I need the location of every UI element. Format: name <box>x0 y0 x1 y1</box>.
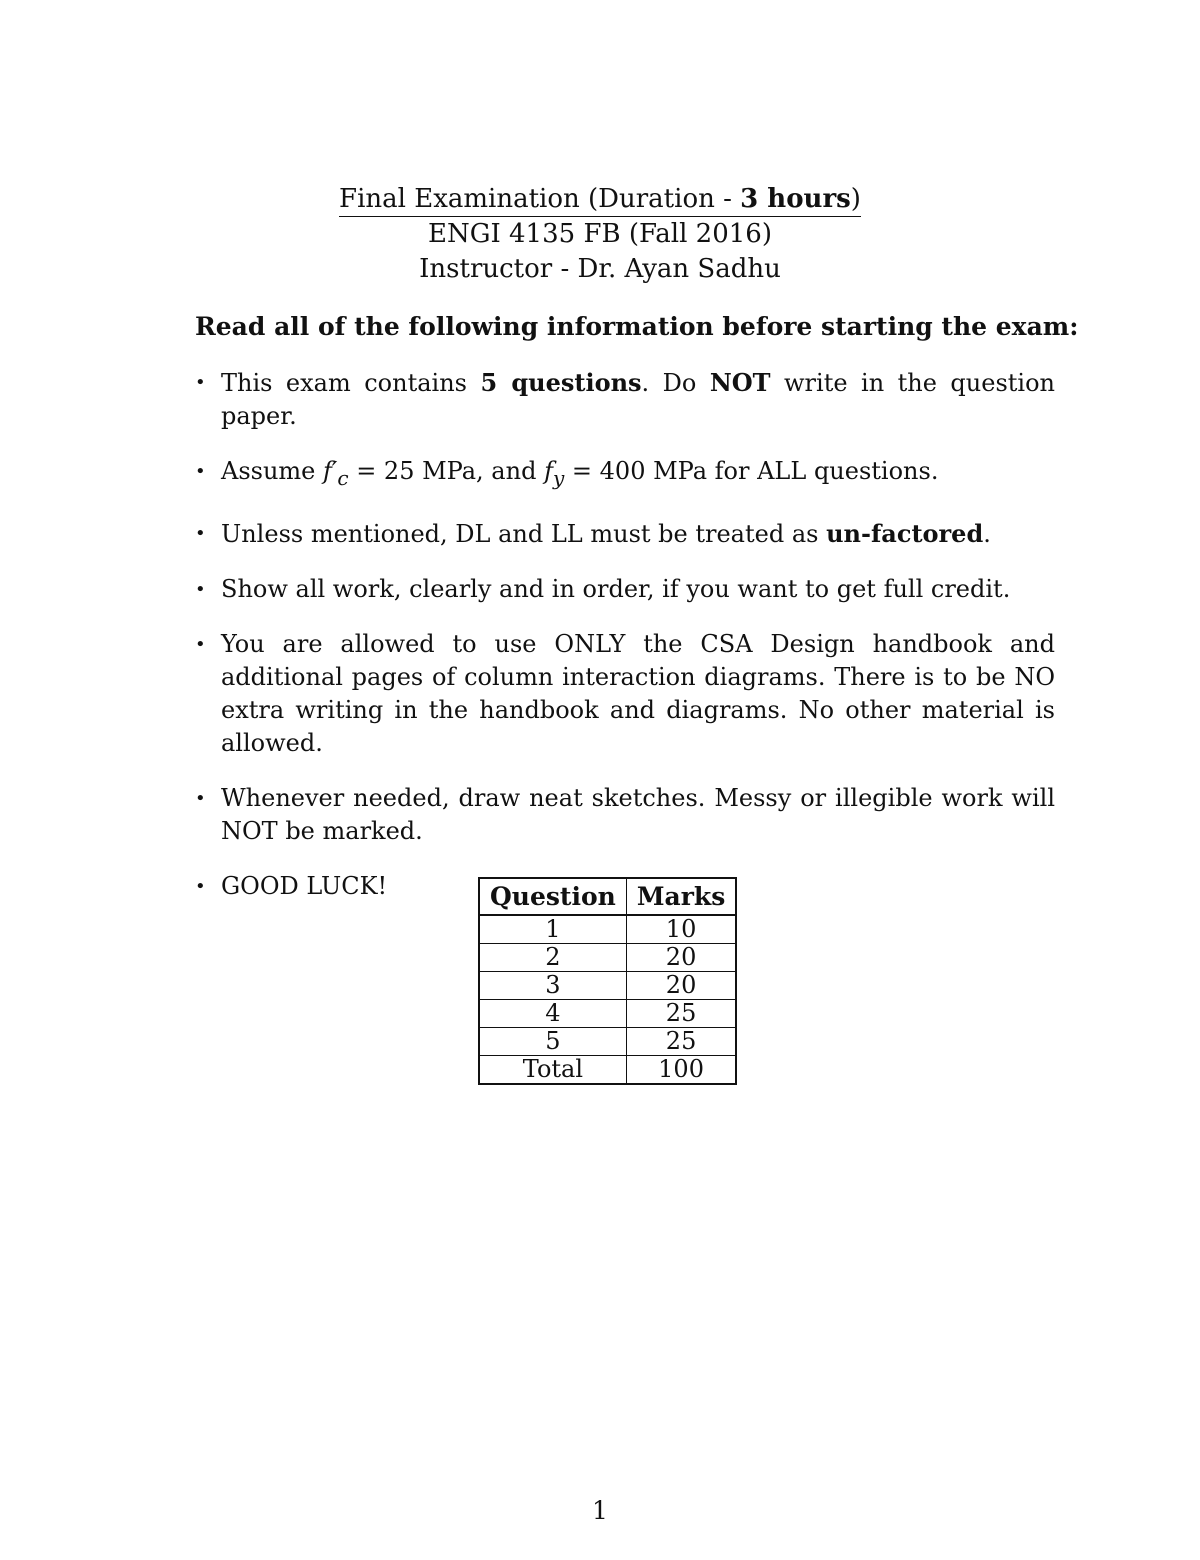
exam-title-line: Final Examination (Duration - 3 hours) <box>339 183 861 217</box>
question-number: 5 <box>479 1028 626 1056</box>
rule-item: • You are allowed to use ONLY the CSA Design handbook and additional pages of column interaction diagrams. There is to be NO extra writing in the handbook and diagrams. No other material is allowed. <box>195 629 1055 757</box>
exam-title <box>0 182 1200 217</box>
rule-item: • Unless mentioned, DL and LL must be treated as un-factored. <box>195 518 991 548</box>
question-marks: 25 <box>626 1028 736 1056</box>
table-header-row <box>479 878 736 915</box>
instructions-list <box>195 366 1055 925</box>
question-number: 3 <box>479 972 626 1000</box>
table-row <box>479 944 736 972</box>
rule-item: • Assume $f'_c = 25$ MPa, and $f_y = 400$ MPa for ALL questions. <box>195 457 939 490</box>
column-header-marks: Marks <box>626 878 736 915</box>
instructions-heading: Read all of the following information before starting the exam: <box>195 312 1079 341</box>
fc-symbol: $f'_c$ <box>323 457 349 490</box>
question-marks: 20 <box>626 972 736 1000</box>
bullet-icon: • <box>195 633 206 655</box>
question-number: 4 <box>479 1000 626 1028</box>
bullet-icon: • <box>195 372 206 393</box>
column-header-question: Question <box>479 878 626 915</box>
rule-item: • Show all work, clearly and in order, if you want to get full credit. <box>195 573 1055 606</box>
question-number: 1 <box>479 915 626 944</box>
bullet-icon: • <box>195 787 206 809</box>
table-row <box>479 915 736 944</box>
total-label: Total <box>479 1056 626 1085</box>
page-number: 1 <box>592 1496 608 1525</box>
table-total-row <box>479 1056 736 1085</box>
exam-header <box>0 182 1200 287</box>
question-marks: 20 <box>626 944 736 972</box>
table-row <box>479 1028 736 1056</box>
rule-item: • GOOD LUCK! <box>195 870 1055 903</box>
marks-table <box>478 877 737 1085</box>
question-number: 2 <box>479 944 626 972</box>
question-marks: 25 <box>626 1000 736 1028</box>
rule-item: • Whenever needed, draw neat sketches. Messy or illegible work will NOT be marked. <box>195 783 1055 845</box>
bullet-icon: • <box>195 578 206 600</box>
instructor-name: Instructor - Dr. Ayan Sadhu <box>419 254 781 284</box>
fy-symbol: $f_y$ <box>544 457 565 490</box>
total-marks: 100 <box>626 1056 736 1085</box>
bullet-icon: • <box>195 461 206 482</box>
course-code: ENGI 4135 FB (Fall 2016) <box>427 219 772 249</box>
question-marks: 10 <box>626 915 736 944</box>
table-row <box>479 1000 736 1028</box>
table-row <box>479 972 736 1000</box>
bullet-icon: • <box>195 875 206 897</box>
rule-item: • This exam contains 5 questions. Do NOT write in the question paper. <box>195 368 1055 430</box>
bullet-icon: • <box>195 522 206 544</box>
